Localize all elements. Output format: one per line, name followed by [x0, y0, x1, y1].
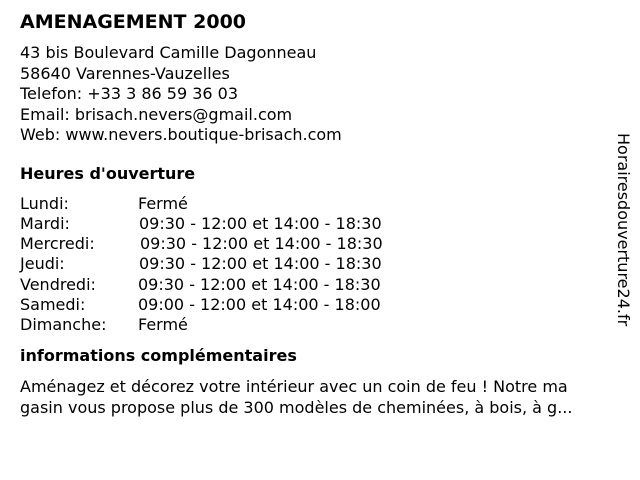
site-watermark: Horairesdouverture24.fr: [614, 133, 633, 327]
business-card: [20, 10, 610, 418]
phone-line: Telefon: +33 3 86 59 36 03: [20, 84, 239, 103]
time-value: Fermé: [138, 315, 188, 335]
info-line-2: gasin vous propose plus de 300 modèles de cheminées, à bois, à g...: [20, 397, 573, 417]
hours-row-jeudi: [20, 254, 610, 274]
web-line: Web: www.nevers.boutique-brisach.com: [20, 125, 342, 144]
address-line-1: 43 bis Boulevard Camille Dagonneau: [20, 43, 317, 62]
time-value: 09:00 - 12:00 et 14:00 - 18:00: [138, 294, 381, 314]
additional-info-heading: informations complémentaires: [20, 345, 297, 365]
day-label: Vendredi:: [20, 274, 96, 294]
address-line-2: 58640 Varennes-Vauzelles: [20, 63, 230, 83]
hours-row-mercredi: [20, 234, 610, 254]
time-value: Fermé: [138, 193, 188, 213]
opening-hours-table: [20, 194, 610, 336]
hours-row-samedi: [20, 295, 610, 315]
hours-row-lundi: [20, 194, 610, 214]
day-label: Samedi:: [20, 294, 86, 314]
opening-hours-heading: Heures d'ouverture: [20, 163, 196, 183]
email-line: Email: brisach.nevers@gmail.com: [20, 104, 293, 124]
hours-row-vendredi: [20, 275, 610, 295]
hours-row-dimanche: [20, 315, 610, 335]
time-value: 09:30 - 12:00 et 14:00 - 18:30: [139, 254, 382, 274]
info-line-1: Aménagez et décorez votre intérieur avec un coin de feu ! Notre ma: [20, 376, 568, 396]
contact-block: [20, 43, 610, 146]
hours-row-mardi: [20, 214, 610, 234]
day-label: Dimanche:: [20, 315, 107, 335]
time-value: 09:30 - 12:00 et 14:00 - 18:30: [139, 213, 382, 233]
time-value: 09:30 - 12:00 et 14:00 - 18:30: [138, 274, 381, 294]
day-label: Mercredi:: [20, 234, 95, 254]
additional-info-text: [20, 376, 610, 418]
day-label: Jeudi:: [20, 254, 65, 274]
business-name: AMENAGEMENT 2000: [20, 11, 247, 33]
day-label: Lundi:: [20, 193, 69, 213]
time-value: 09:30 - 12:00 et 14:00 - 18:30: [140, 234, 383, 254]
day-label: Mardi:: [20, 213, 70, 233]
